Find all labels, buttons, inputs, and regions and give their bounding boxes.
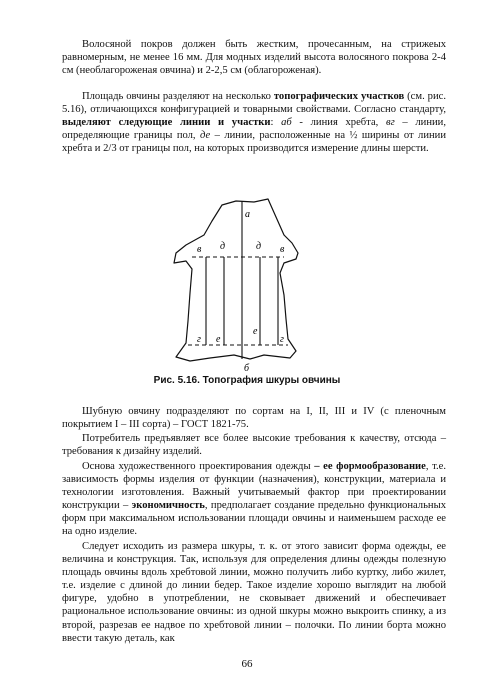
page-number: 66 <box>241 658 253 670</box>
text-run: – линии, определяющие границы пол, <box>62 117 446 142</box>
paragraph-text: Потребитель предъявляет все более высокие требования к качеству, отсюда – требования к дизайну изделий. <box>62 433 446 458</box>
text-run: Основа художественного проектирования одежды <box>82 461 315 472</box>
paragraph-topography <box>62 90 446 155</box>
figure-caption: Рис. 5.16. Топография шкуры овчины <box>153 375 341 386</box>
paragraph-consumer <box>62 432 446 458</box>
text-run: - линия хребта, <box>291 117 386 129</box>
text-run: Площадь овчины разделяют на несколько <box>82 91 274 102</box>
sheepskin-topography-figure <box>150 193 350 374</box>
figure-label-g-right: г <box>280 334 284 345</box>
paragraph-text: Волосяной покров должен быть жестким, прочесанным, на стрижеых равномерным, не менее 16 мм. Для модных изделий высота волосяного покрова 2-4 см (необлагороженая овчина) и 2-2,5 см (облагороженая). <box>62 39 446 77</box>
text-run: (см. рис. 5.16), отличающихся конфигурацией и товарными свойствами. Согласно стандарту, <box>62 91 446 116</box>
bold-term-lines-and-areas: выделяют следующие линии и участки <box>62 117 271 129</box>
paragraph-wool-cover <box>62 38 446 77</box>
figure-label-a: а <box>245 209 250 220</box>
figure-label-e-right: е <box>253 326 258 337</box>
bold-term-topographic-areas: топографических участков <box>273 91 405 102</box>
figure-label-d-right: д <box>256 241 262 252</box>
paragraph-text: Следует исходить из размера шкуры, т. к. от этого зависит форма одежды, ее величина и конструкция. Так, используя для определения длины одежды полезную площадь овчины вдоль хребтовой линии, можно получить либо куртку, либо жилет, т.е. изделие с длиной до линии бедер. Такое изделие хорошо выглядит на любой фигуре, удобно в употреблении, не сковывает движений и обеспечивает рациональное использование овчины: из одной шкуры можно выкроить спинку, а из второй, разрезав ее надвое по хребтовой линии – полочки. По линии борта можно ввести такую деталь, как <box>62 541 446 644</box>
figure-label-b: б <box>244 363 250 374</box>
text-run: : <box>270 117 282 129</box>
italic-term-ab: аб <box>281 117 292 129</box>
bold-term-economy: экономичность <box>131 500 205 512</box>
italic-term-de: де <box>200 130 211 142</box>
paragraph-skin-size <box>62 540 446 645</box>
paragraph-design-basis <box>62 460 446 539</box>
bold-term-form-shaping: – ее формообразование <box>314 461 426 472</box>
text-run: – линии, расположенные на ½ ширины от линии хребта и 2/3 от границы пол, на которых производится измерение длины шерсти. <box>62 130 446 155</box>
text-run: , предполагает создание предельно функциональных форм при максимальном использовании площади овчины и наименьшем расходе ее на одно изделие. <box>62 500 446 538</box>
paragraph-grades <box>62 405 446 431</box>
paragraph-text: Шубную овчину подразделяют по сортам на I, II, III и IV (с пленочным покрытием I – III сорта) – ГОСТ 1821-75. <box>62 406 446 431</box>
figure-label-v-left: в <box>197 244 202 255</box>
italic-term-vg: вг <box>385 117 395 129</box>
figure-label-e-left: е <box>216 334 221 345</box>
figure-label-g-left: г <box>197 334 201 345</box>
figure-label-d-left: д <box>220 241 226 252</box>
figure-label-v-right: в <box>280 244 285 255</box>
text-run: , т.е. зависимость формы изделия от функции (назначения), конструкции, материала и технологии изготовления. Важный учитываемый фактор при проектировании конструкции – <box>62 461 446 512</box>
